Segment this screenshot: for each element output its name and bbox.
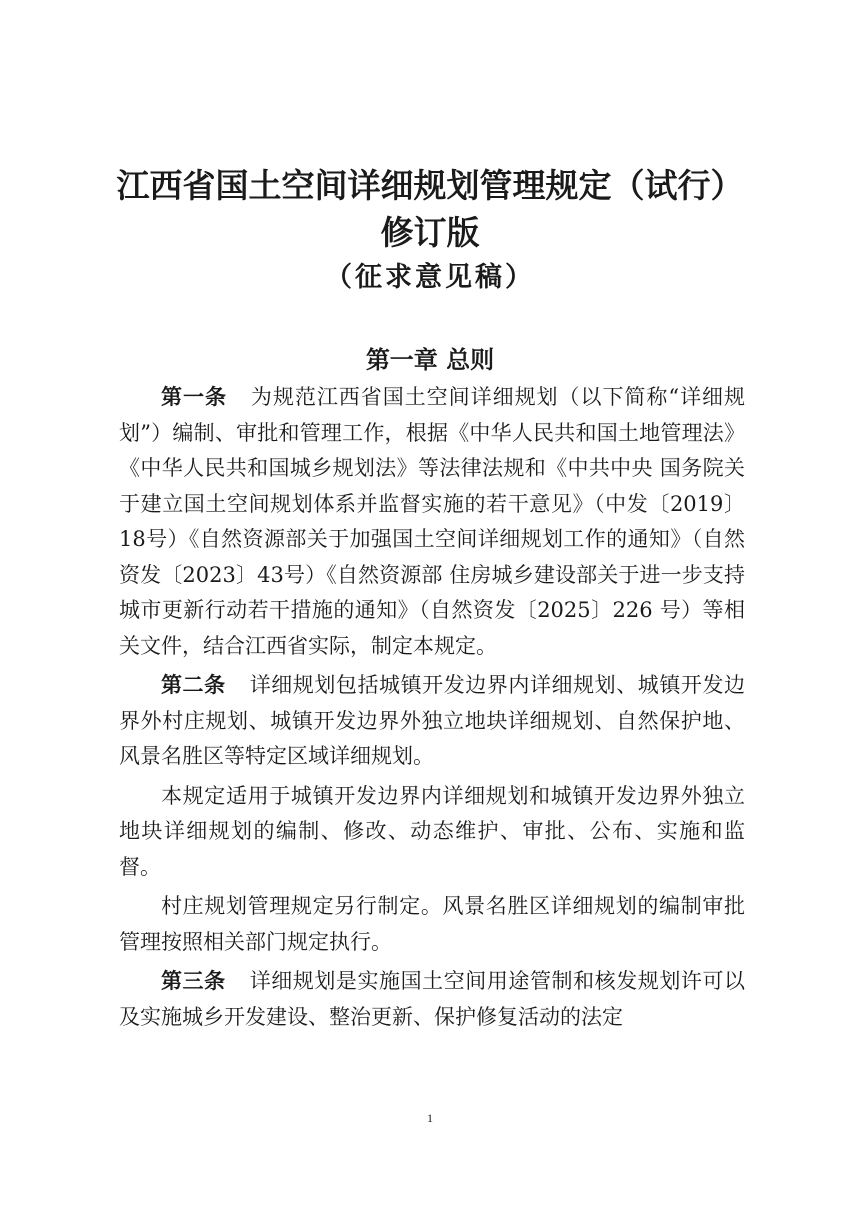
article-1-text: 为规范江西省国土空间详细规划（以下简称“详细规划”）编制、审批和管理工作，根据《中华人民共和国土地管理法》《中华人民共和国城乡规划法》等法律法规和《中共中央 国务院关于建立国土空间规划体系并监督实施的若干意见》（中发〔2019〕18号）《自然资源部关于加强国土空间详细规划工作的通知》（自然资发〔2023〕43号）《自然资源部 住房城乡建设部关于进一步支持城市更新行动若干措施的通知》（自然资发〔2025〕226 号）等相关文件，结合江西省实际，制定本规定。 (119, 385, 746, 658)
document-title-line2: 修订版 (380, 213, 480, 252)
article-2-text: 详细规划包括城镇开发边界内详细规划、城镇开发边界外村庄规划、城镇开发边界外独立地块详细规划、自然保护地、风景名胜区等特定区域详细规划。 (119, 673, 746, 768)
article-1-label: 第一条 (161, 385, 227, 409)
article-2-label: 第二条 (161, 673, 226, 697)
article-3-text: 详细规划是实施国土空间用途管制和核发规划许可以及实施城乡开发建设、整治更新、保护修复活动的法定 (119, 969, 746, 1029)
article-2-paragraph (119, 668, 745, 775)
document-body (119, 380, 745, 1039)
article-2-village-paragraph (119, 889, 745, 960)
article-3-label: 第三条 (161, 969, 226, 993)
page-number: 1 (427, 1111, 433, 1125)
document-title-line1: 江西省国土空间详细规划管理规定（试行） (116, 166, 744, 205)
article-2-village-text: 村庄规划管理规定另行制定。风景名胜区详细规划的编制审批管理按照相关部门规定执行。 (119, 894, 745, 954)
document-subtitle: （征求意见稿） (325, 262, 535, 293)
article-3-paragraph (119, 964, 745, 1035)
article-1-paragraph (119, 380, 745, 664)
article-2-scope-text: 本规定适用于城镇开发边界内详细规划和城镇开发边界外独立地块详细规划的编制、修改、动态维护、审批、公布、实施和监督。 (119, 783, 745, 879)
chapter-heading: 第一章 总则 (365, 346, 495, 374)
article-2-scope-paragraph (119, 779, 745, 886)
